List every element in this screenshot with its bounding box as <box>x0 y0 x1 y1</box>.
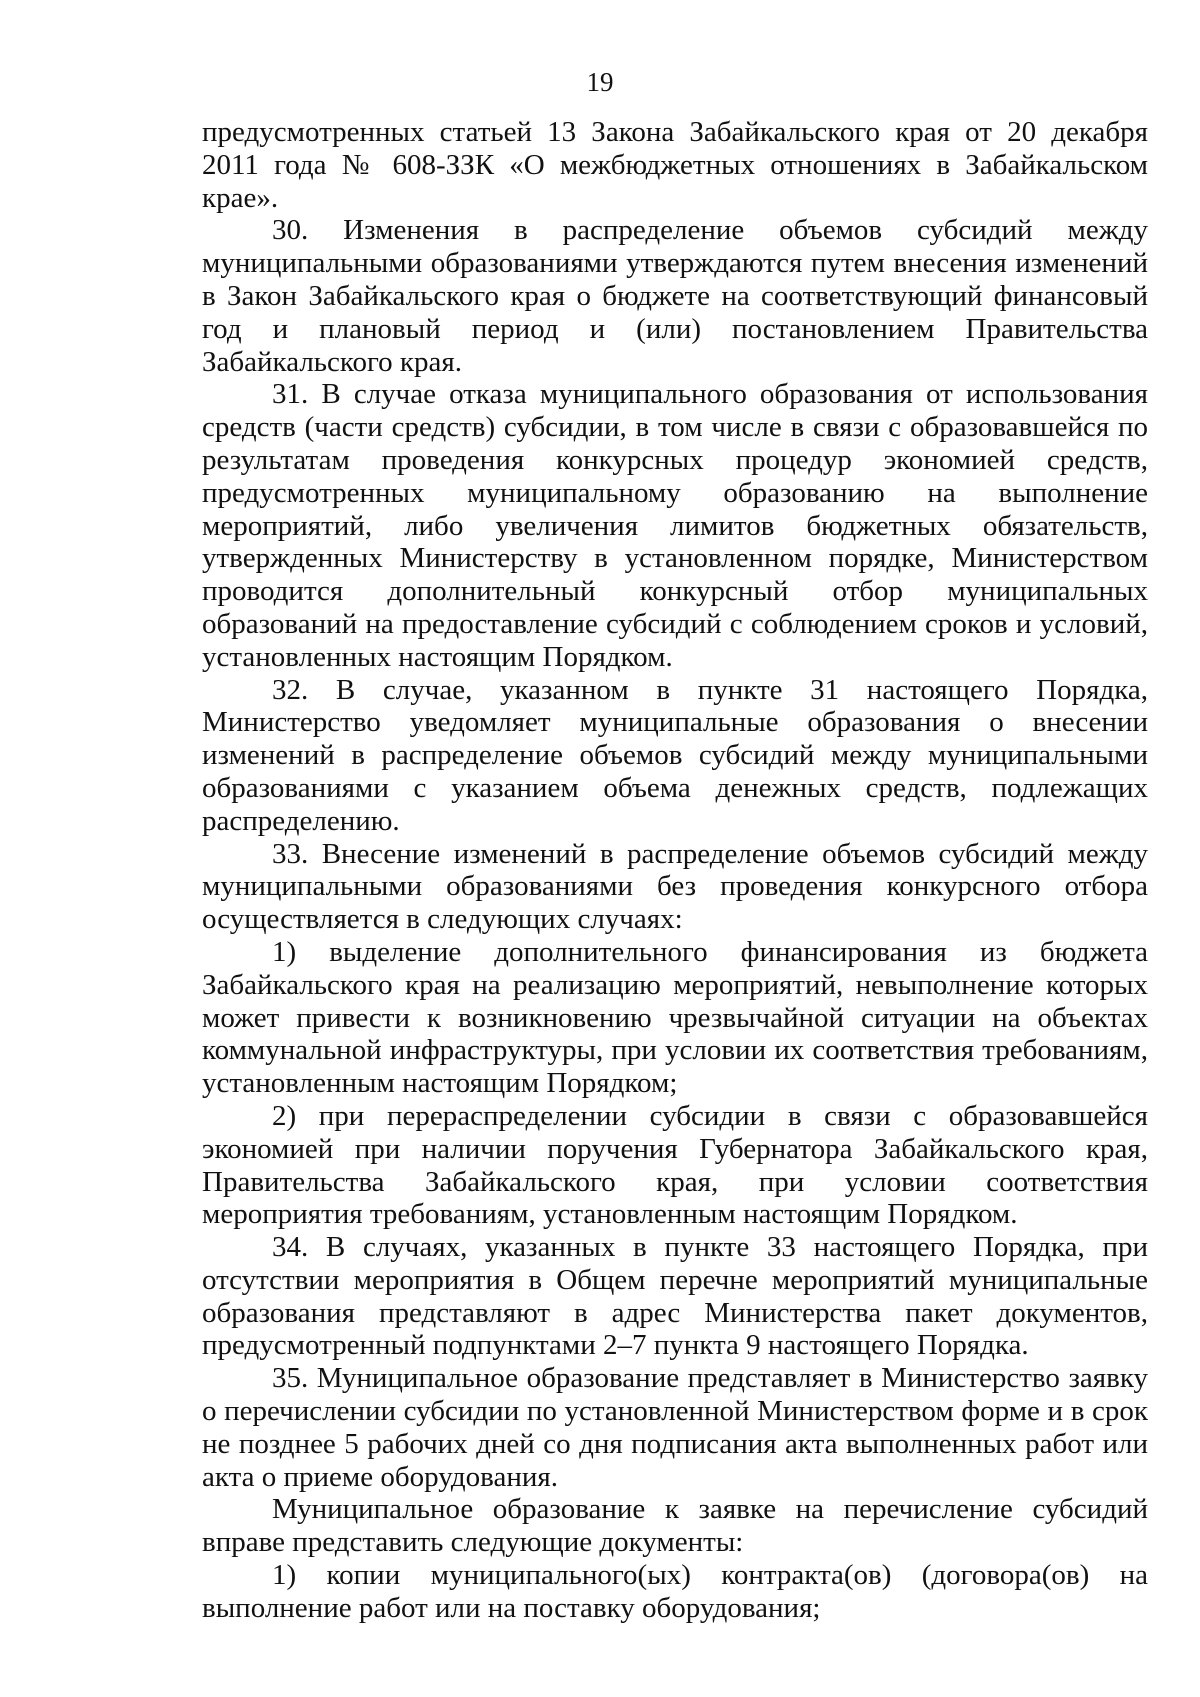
paragraph-item-33: 33. Внесение изменений в распределение объемов субсидий между муниципальными образованиями без проведения конкурсного отбора осуществляется в следующих случаях: <box>202 837 1148 936</box>
paragraph-item-32: 32. В случае, указанном в пункте 31 настоящего Порядка, Министерство уведомляет муниципальные образования о внесении изменений в распределение объемов субсидий между муниципальными образованиями с указанием объема денежных средств, подлежащих распределению. <box>202 673 1148 837</box>
paragraph-continuation: предусмотренных статьей 13 Закона Забайкальского края от 20 декабря 2011 года № 608-ЗЗК «О межбюджетных отношениях в Забайкальском крае». <box>202 116 1148 214</box>
paragraph-item-30: 30. Изменения в распределение объемов субсидий между муниципальными образованиями утверждаются путем внесения изменений в Закон Забайкальского края о бюджете на соответствующий финансовый год и плановый период и (или) постановлением Правительства Забайкальского края. <box>202 214 1148 378</box>
paragraph-subitem-33-1: 1) выделение дополнительного финансирования из бюджета Забайкальского края на реализацию мероприятий, невыполнение которых может привести к возникновению чрезвычайной ситуации на объектах коммунальной инфраструктуры, при условии их соответствия требованиям, установленным настоящим Порядком; <box>202 935 1148 1100</box>
paragraph-document-1: 1) копии муниципального(ых) контракта(ов) (договора(ов) на выполнение работ или на поставку оборудования; <box>202 1559 1148 1624</box>
paragraph-documents-intro: Муниципальное образование к заявке на перечисление субсидий вправе представить следующие документы: <box>202 1493 1148 1559</box>
paragraph-subitem-33-2: 2) при перераспределении субсидии в связи с образовавшейся экономией при наличии поручения Губернатора Забайкальского края, Правительства Забайкальского края, при условии соответствия мероприятия требованиям, установленным настоящим Порядком. <box>202 1099 1148 1231</box>
paragraph-item-31: 31. В случае отказа муниципального образования от использования средств (части средств) субсидии, в том числе в связи с образовавшейся по результатам проведения конкурсных процедур экономией средств, предусмотренных муниципальному образованию на выполнение мероприятий, либо увеличения лимитов бюджетных обязательств, утвержденных Министерству в установленном порядке, Министерством проводится дополнительный конкурсный отбор муниципальных образований на предоставление субсидий с соблюдением сроков и условий, установленных настоящим Порядком. <box>202 378 1148 673</box>
page-number: 19 <box>586 67 614 97</box>
document-body <box>202 116 1148 1625</box>
paragraph-item-35: 35. Муниципальное образование представляет в Министерство заявку о перечислении субсидии по установленной Министерством форме и в срок не позднее 5 рабочих дней со дня подписания акта выполненных работ или акта о приеме оборудования. <box>202 1362 1148 1493</box>
paragraph-item-34: 34. В случаях, указанных в пункте 33 настоящего Порядка, при отсутствии мероприятия в Общем перечне мероприятий муниципальные образования представляют в адрес Министерства пакет документов, предусмотренный подпунктами 2–7 пункта 9 настоящего Порядка. <box>202 1231 1148 1362</box>
